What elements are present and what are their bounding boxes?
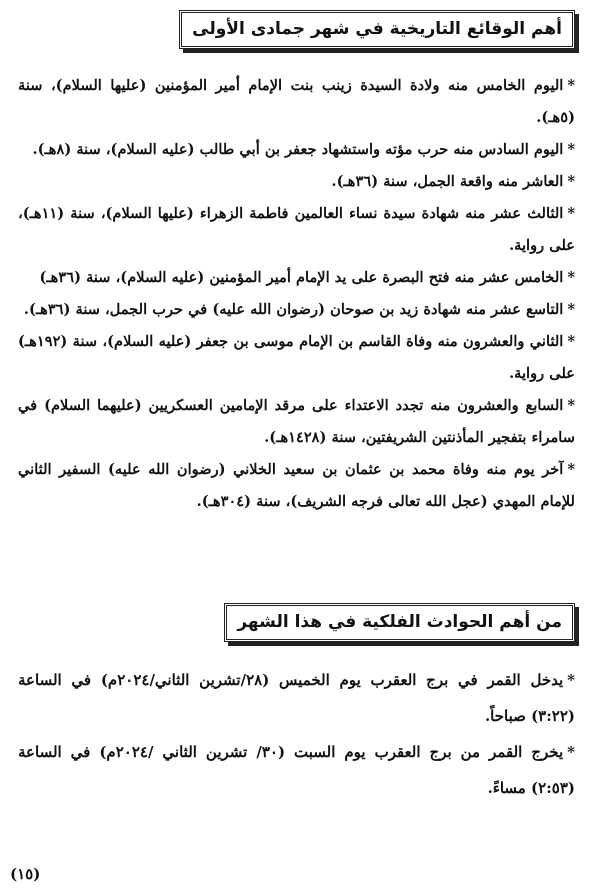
bullet-icon: * <box>567 671 576 689</box>
list-item-text: يخرج القمر من برج العقرب يوم السبت (٣٠/ تشرين الثاني /٢٠٢٤م) في الساعة (٢:٥٣) مساءً. <box>18 743 575 797</box>
section-title-text: أهم الوقائع التاريخية في شهر جمادى الأولى <box>192 19 562 39</box>
list-item-text: العاشر منه واقعة الجمل، سنة (٣٦هـ). <box>331 173 564 190</box>
bullet-icon: * <box>567 205 575 222</box>
bullet-icon: * <box>567 173 575 190</box>
bullet-icon: * <box>567 269 575 286</box>
bullet-icon: * <box>567 333 575 350</box>
list-item <box>18 734 575 806</box>
list-item <box>18 294 575 326</box>
list-item <box>18 166 575 198</box>
historical-events-list <box>18 70 575 518</box>
section-title-text: من أهم الحوادث الفلكية في هذا الشهر <box>237 612 562 632</box>
list-item <box>18 454 575 518</box>
list-item-text: التاسع عشر منه شهادة زيد بن صوحان (رضوان الله عليه) في حرب الجمل، سنة (٣٦هـ). <box>23 301 564 318</box>
list-item <box>18 390 575 454</box>
astronomical-events-list <box>18 662 575 806</box>
list-item <box>18 262 575 294</box>
list-item <box>18 662 575 734</box>
bullet-icon: * <box>567 461 575 478</box>
list-item-text: الثالث عشر منه شهادة سيدة نساء العالمين فاطمة الزهراء (عليها السلام)، سنة (١١هـ)، على رواية. <box>18 205 575 254</box>
list-item <box>18 326 575 390</box>
bullet-icon: * <box>567 77 575 94</box>
page-number: (١٥) <box>10 865 41 883</box>
list-item-text: السابع والعشرون منه تجدد الاعتداء على مرقد الإمامين العسكريين (عليهما السلام) في سامراء بتفجير المأذنتين الشريفتين، سنة (١٤٢٨هـ). <box>18 397 575 446</box>
list-item-text: يدخل القمر في برج العقرب يوم الخميس (٢٨/تشرين الثاني/٢٠٢٤م) في الساعة (٣:٢٢) صباحاً. <box>18 671 575 725</box>
bullet-icon: * <box>567 141 575 158</box>
list-item <box>18 198 575 262</box>
list-item <box>18 70 575 134</box>
list-item-text: الثاني والعشرون منه وفاة القاسم بن الإمام موسى بن جعفر (عليه السلام)، سنة (١٩٢هـ) على رواية. <box>18 333 575 382</box>
list-item-text: آخر يوم منه وفاة محمد بن عثمان بن سعيد الخلاني (رضوان الله عليه) السفير الثاني للإمام المهدي (عجل الله تعالى فرجه الشريف)، سنة (٣٠٤هـ). <box>18 461 575 510</box>
section-title-astronomical-events <box>224 603 575 642</box>
list-item-text: الخامس عشر منه فتح البصرة على يد الإمام أمير المؤمنين (عليه السلام)، سنة (٣٦هـ) <box>39 269 564 286</box>
list-item-text: اليوم الخامس منه ولادة السيدة زينب بنت الإمام أمير المؤمنين (عليها السلام)، سنة (٥هـ). <box>18 77 575 126</box>
bullet-icon: * <box>567 397 575 414</box>
bullet-icon: * <box>567 743 576 761</box>
list-item-text: اليوم السادس منه حرب مؤته واستشهاد جعفر بن أبي طالب (عليه السلام)، سنة (٨هـ). <box>32 141 564 158</box>
section-title-historical-events <box>179 10 575 49</box>
bullet-icon: * <box>567 301 575 318</box>
list-item <box>18 134 575 166</box>
